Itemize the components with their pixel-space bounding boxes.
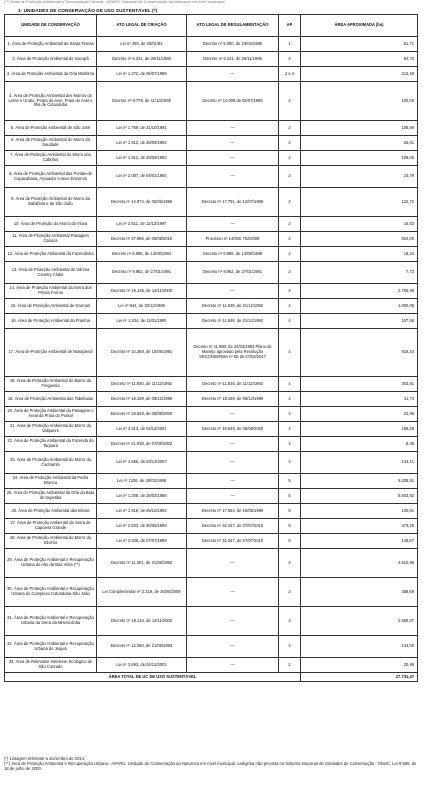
ap-cell: 2: [279, 217, 301, 232]
table-row: [5, 392, 418, 407]
ap-cell: 2: [279, 232, 301, 247]
area-cell: 363,91: [301, 377, 418, 392]
regulation-act-cell: Decreto nº 14.009 de 05/07/1995: [187, 82, 279, 121]
footnotes: [4, 756, 419, 771]
table-row: [5, 284, 418, 299]
regulation-act-cell: —: [187, 549, 279, 578]
regulation-act-cell: —: [187, 607, 279, 636]
area-cell: 100,91: [301, 504, 418, 519]
table-row: [5, 247, 418, 262]
ap-cell: 2: [279, 136, 301, 151]
table-row: [5, 232, 418, 247]
unit-name-cell: 2. Área de Proteção Ambiental de Sacopã: [5, 52, 97, 67]
unit-name-cell: 13. Área de Proteção Ambiental do Várzea Country Clube: [5, 262, 97, 284]
creation-act-cell: Lei nº 2.087, de 04/01/1994: [97, 166, 187, 188]
table-row: [5, 82, 418, 121]
unit-name-cell: 10. Área de Proteção do Morro da Viúva: [5, 217, 97, 232]
area-cell: 3.510,95: [301, 549, 418, 578]
area-cell: 148,67: [301, 534, 418, 549]
table-row: [5, 217, 418, 232]
ap-cell: 1: [279, 37, 301, 52]
creation-act-cell: Lei nº 1.769, de 31/10/1991: [97, 121, 187, 136]
total-area-value: 27.731,47: [301, 673, 418, 682]
unit-name-cell: 5. Área de Proteção Ambiental de São José: [5, 121, 97, 136]
regulation-act-cell: Decreto nº 6.231, de 26/11/1986: [187, 52, 279, 67]
unit-name-cell: 25. Área de Proteção Ambiental da Orla da Baía de Sepetiba: [5, 489, 97, 504]
ap-cell: 2: [279, 151, 301, 166]
unit-name-cell: 24. Área de Proteção Ambiental da Pedra Branca: [5, 474, 97, 489]
table-row: [5, 121, 418, 136]
ap-cell: 5: [279, 489, 301, 504]
unit-name-cell: 15. Área de Proteção Ambiental de Grumari: [5, 299, 97, 314]
area-cell: 8.503,82: [301, 489, 418, 504]
area-cell: 108,05: [301, 151, 418, 166]
creation-act-cell: Decreto nº 19.145, de 14/11/2000: [97, 284, 187, 299]
ap-cell: 4: [279, 407, 301, 422]
ap-cell: 4: [279, 329, 301, 377]
regulation-act-cell: —: [187, 284, 279, 299]
unit-name-cell: 28. Área de Proteção Ambiental do Morro do Silvério: [5, 534, 97, 549]
unit-name-cell: 7. Área de Proteção Ambiental do Morro dos Cabritos: [5, 151, 97, 166]
column-header-area: ÁREA APROXIMADA (ha): [301, 15, 418, 37]
creation-act-cell: Decreto nº 18.849, de 08/09/2000: [97, 407, 187, 422]
regulation-act-cell: Decreto nº 5.050, de 23/04/1985: [187, 37, 279, 52]
area-cell: 159,28: [301, 422, 418, 437]
regulation-act-cell: Decreto nº 11.830, de 11/12/1992: [187, 377, 279, 392]
creation-act-cell: Decreto nº 6.231, de 26/11/1986: [97, 52, 187, 67]
area-cell: 918,34: [301, 329, 418, 377]
unit-name-cell: 27. Área de Proteção Ambiental da Serra de Capoeira Grande: [5, 519, 97, 534]
area-cell: 2.705,99: [301, 284, 418, 299]
area-cell: 388,69: [301, 578, 418, 607]
ap-cell: 5: [279, 474, 301, 489]
regulation-act-cell: Decreto nº 6.886, de 14/08/1985: [187, 247, 279, 262]
table-header-row: [5, 15, 418, 37]
table-row: [5, 407, 418, 422]
area-cell: 24,79: [301, 166, 418, 188]
area-cell: 304,00: [301, 232, 418, 247]
area-cell: 20,99: [301, 658, 418, 673]
regulation-act-cell: Decreto nº 32.347, de 07/07/2010: [187, 519, 279, 534]
area-cell: 143,50: [301, 636, 418, 658]
area-cell: 7,73: [301, 262, 418, 284]
area-cell: 18,24: [301, 247, 418, 262]
creation-act-cell: Decreto nº 10.368, de 15/08/1991: [97, 329, 187, 377]
ap-cell: 4: [279, 422, 301, 437]
area-cell: 108,89: [301, 121, 418, 136]
creation-act-cell: Lei nº 1.918, de 05/10/1992: [97, 504, 187, 519]
table-row: [5, 314, 418, 329]
area-cell: 22,95: [301, 407, 418, 422]
table-row: [5, 377, 418, 392]
column-header-creation: ATO LEGAL DE CRIAÇÃO: [97, 15, 187, 37]
table-row: [5, 52, 418, 67]
creation-act-cell: Lei nº 1206, de 28/03/1988: [97, 474, 187, 489]
unit-name-cell: 20. Área de Proteção Ambiental da Paisagem e Areal da Praia do Pontal: [5, 407, 97, 422]
table-row: [5, 166, 418, 188]
area-cell: 51,71: [301, 37, 418, 52]
ap-cell: 2: [279, 262, 301, 284]
area-cell: 41,73: [301, 392, 418, 407]
creation-act-cell: Lei nº 1.272, de 06/07/1988: [97, 67, 187, 82]
unit-name-cell: 6. Área de Proteção Ambiental do Morro da Saudade: [5, 136, 97, 151]
creation-act-cell: Lei nº 2.836, de 07/07/1999: [97, 534, 187, 549]
area-cell: 1.000,05: [301, 299, 418, 314]
regulation-act-cell: Decreto nº 32.347, de 07/07/2010: [187, 534, 279, 549]
area-cell: 213,48: [301, 67, 418, 82]
unit-name-cell: 17. Área de Proteção Ambiental de Marapendi: [5, 329, 97, 377]
regulation-act-cell: —: [187, 658, 279, 673]
ap-cell: 2: [279, 549, 301, 578]
unit-name-cell: 3. Área de Proteção Ambiental da Orla Marítima: [5, 67, 97, 82]
ap-cell: 2: [279, 166, 301, 188]
regulation-act-cell: Decreto nº 11.849, de 21/12/1992: [187, 314, 279, 329]
creation-act-cell: Lei nº 1.534, de 11/01/1990: [97, 314, 187, 329]
regulation-act-cell: —: [187, 452, 279, 474]
ap-cell: 4: [279, 437, 301, 452]
creation-act-cell: Lei nº 3.693, de 04/12/2003: [97, 658, 187, 673]
creation-act-cell: Lei Complementar nº 2.319, de 28/05/2009: [97, 578, 187, 607]
regulation-act-cell: Decreto nº 11.849, de 21/12/1992: [187, 299, 279, 314]
regulation-act-cell: —: [187, 151, 279, 166]
creation-act-cell: Lei nº 495, de 28/01/84: [97, 37, 187, 52]
unit-name-cell: 12. Área de Proteção Ambiental da Fazendinha: [5, 247, 97, 262]
ap-cell: 2: [279, 658, 301, 673]
total-row: [5, 673, 418, 682]
unit-name-cell: 26. Área de Proteção Ambiental das Brisas: [5, 504, 97, 519]
table-row: [5, 607, 418, 636]
unit-name-cell: 30. Área de Proteção Ambiental e Recuperação Urbana do Complexo Cotunduba-São João: [5, 578, 97, 607]
regulation-act-cell: Decreto nº 18.549, de 08/08/2000: [187, 422, 279, 437]
ap-cell: 2: [279, 121, 301, 136]
ap-cell: 5: [279, 504, 301, 519]
regulation-act-cell: Decreto nº 9.952, de 27/01/1991: [187, 262, 279, 284]
column-header-regulation: ATO LEGAL DE REGULAMENTAÇÃO: [187, 15, 279, 37]
unit-name-cell: 1. Área de Proteção Ambiental de Santa Teresa: [5, 37, 97, 52]
table-row: [5, 534, 418, 549]
regulation-act-cell: Decreto nº 17.554, de 18/05/1999: [187, 504, 279, 519]
table-row: [5, 422, 418, 437]
creation-act-cell: Decreto nº 11.830, de 11/12/1992: [97, 377, 187, 392]
regulation-act-cell: —: [187, 636, 279, 658]
regulation-act-cell: —: [187, 437, 279, 452]
table-row: [5, 37, 418, 52]
footnote-2: (**) Área de Proteção Ambiental e Recuperação Urbana - APARU: Unidade de Conservação da Natureza em nível municipal, categoria não prevista no Sistema Nacional de Unidades de Conservação - SNUC, Lei 9.985, de 18 de julho de 2000.: [4, 761, 417, 772]
table-row: [5, 578, 418, 607]
creation-act-cell: Decreto nº 14.874, de 05/06/1996: [97, 188, 187, 217]
ap-cell: 4: [279, 392, 301, 407]
creation-act-cell: Decreto nº 9.952, de 27/01/1991: [97, 262, 187, 284]
regulation-act-cell: —: [187, 121, 279, 136]
ap-cell: 4: [279, 377, 301, 392]
regulation-act-cell: Decreto nº 18.199, de 08/12/1999: [187, 392, 279, 407]
regulation-act-cell: —: [187, 407, 279, 422]
unit-name-cell: 18. Área de Proteção Ambiental do Bairro da Freguesia: [5, 377, 97, 392]
regulation-act-cell: —: [187, 474, 279, 489]
area-cell: 122,72: [301, 188, 418, 217]
unit-name-cell: 21. Área de Proteção Ambiental do Morro do Valqueire: [5, 422, 97, 437]
unit-name-cell: 11. Área de Proteção Ambiental Paisagem Carioca: [5, 232, 97, 247]
ap-cell: 2 e 4: [279, 67, 301, 82]
table-row: [5, 452, 418, 474]
creation-act-cell: Decreto nº 9.779, de 11/10/1990: [97, 82, 187, 121]
creation-act-cell: Lei nº 944, de 30/12/1986: [97, 299, 187, 314]
unit-name-cell: 22. Área de Proteção Ambiental da Fazenda da Taquara: [5, 437, 97, 452]
unit-name-cell: 4. Área de Proteção Ambiental dos Morros do Leme e Urubu, Pedra do Anel, Praia do Anel e Ilha de Cotunduba: [5, 82, 97, 121]
unit-name-cell: 8. Área de Proteção Ambiental das Pontas de Copacabana, Arpoador e seus Entornos: [5, 166, 97, 188]
creation-act-cell: Decreto nº 37.996, de 05/09/2016: [97, 232, 187, 247]
regulation-act-cell: —: [187, 67, 279, 82]
ap-cell: 2: [279, 188, 301, 217]
table-row: [5, 67, 418, 82]
table-row: [5, 136, 418, 151]
table-row: [5, 519, 418, 534]
creation-act-cell: Lei nº 2.611, de 12/12/1997: [97, 217, 187, 232]
unit-name-cell: 16. Área de Proteção Ambiental da Prainha: [5, 314, 97, 329]
table-row: [5, 188, 418, 217]
unit-name-cell: 31. Área de Proteção Ambiental e Recuperação Urbana da Serra da Misericórdia: [5, 607, 97, 636]
regulation-act-cell: —: [187, 489, 279, 504]
table-row: [5, 489, 418, 504]
footnote-1: (*) Listagem referente a dezembro de 2014.: [4, 756, 86, 761]
creation-act-cell: Lei nº 4.556, de 03/12/2007: [97, 452, 187, 474]
creation-act-cell: Decreto nº 18.199, de 08/12/1999: [97, 392, 187, 407]
ap-cell: 5: [279, 519, 301, 534]
regulation-act-cell: —: [187, 217, 279, 232]
ap-cell: 5: [279, 534, 301, 549]
unit-name-cell: 14. Área de Proteção Ambiental da Serra dos Pretos Forros: [5, 284, 97, 299]
ap-cell: 2: [279, 247, 301, 262]
table-row: [5, 474, 418, 489]
area-cell: 473,29: [301, 519, 418, 534]
regulation-act-cell: Decreto nº 11.990, de 24/03/1993 Plano de Manejo aprovado pela Resolução SECONSERMA nº 85 de 27/04/2017: [187, 329, 279, 377]
area-cell: 16,53: [301, 217, 418, 232]
table-row: [5, 299, 418, 314]
table-row: [5, 636, 418, 658]
area-cell: 143,41: [301, 452, 418, 474]
creation-act-cell: Lei nº 1.912, de 28/09/1992: [97, 151, 187, 166]
table-row: [5, 329, 418, 377]
ap-cell: 4: [279, 314, 301, 329]
area-cell: 157,58: [301, 314, 418, 329]
creation-act-cell: Decreto nº 6.886, de 14/08/1984: [97, 247, 187, 262]
area-cell: 2.569,57: [301, 607, 418, 636]
unit-name-cell: 19. Área de Proteção Ambiental das Tabebuias: [5, 392, 97, 407]
ap-cell: 2: [279, 82, 301, 121]
column-header-unit: UNIDADE DE CONSERVAÇÃO: [5, 15, 97, 37]
regulation-act-cell: Processo nº 14/000.752/2009: [187, 232, 279, 247]
creation-act-cell: Lei nº 3.313, de 04/12/2001: [97, 422, 187, 437]
area-cell: 25,01: [301, 136, 418, 151]
ap-cell: 4: [279, 452, 301, 474]
creation-act-cell: Decreto nº 21.538, de 07/06/2002: [97, 437, 187, 452]
unit-name-cell: 29. Área de Proteção Ambiental e Recuperação Urbana do Alto da Boa Vista (**): [5, 549, 97, 578]
creation-act-cell: Decreto nº 19.144, de 14/11/2000: [97, 607, 187, 636]
creation-act-cell: Decreto nº 12.250, de 21/08/1993: [97, 636, 187, 658]
creation-act-cell: Lei nº 1.208, de 28/03/1988: [97, 489, 187, 504]
table-row: [5, 437, 418, 452]
creation-act-cell: Decreto nº 11.301, de 21/08/1992: [97, 549, 187, 578]
unit-name-cell: 9. Área de Proteção Ambiental do Morro da Babilônia e de São João: [5, 188, 97, 217]
section-heading: 1- UNIDADES DE CONSERVAÇÃO DE USO SUSTENTÁVEL (*): [18, 8, 158, 13]
area-cell: 94,72: [301, 52, 418, 67]
ap-cell: 4: [279, 636, 301, 658]
ap-cell: 3: [279, 284, 301, 299]
ap-cell: 3: [279, 607, 301, 636]
regulation-act-cell: —: [187, 166, 279, 188]
table-row: [5, 504, 418, 519]
ap-cell: 4: [279, 299, 301, 314]
conservation-units-table: [4, 14, 418, 682]
column-header-ap: AP: [279, 15, 301, 37]
table-row: [5, 658, 418, 673]
unit-name-cell: 32. Área de Proteção Ambiental e Recuperação Urbana do Jequiá: [5, 636, 97, 658]
area-cell: 5.338,51: [301, 474, 418, 489]
total-label: ÁREA TOTAL DE UC DE USO SUSTENTÁVEL: [5, 673, 301, 682]
regulation-act-cell: —: [187, 578, 279, 607]
ap-cell: 2: [279, 578, 301, 607]
table-row: [5, 151, 418, 166]
ap-cell: 2: [279, 52, 301, 67]
table-row: [5, 549, 418, 578]
creation-act-cell: Lei nº 1.912, de 28/09/1992: [97, 136, 187, 151]
creation-act-cell: Lei nº 2.833, de 30/06/1999: [97, 519, 187, 534]
unit-name-cell: 33. Área de Relevante Interesse Ecológico de São Conrado: [5, 658, 97, 673]
area-cell: 8,45: [301, 437, 418, 452]
table-row: [5, 262, 418, 284]
regulation-act-cell: Decreto nº 17.791, de 12/07/1999: [187, 188, 279, 217]
unit-name-cell: 23. Área de Proteção Ambiental do Morro do Cachambi: [5, 452, 97, 474]
regulation-act-cell: —: [187, 136, 279, 151]
area-cell: 100,00: [301, 82, 418, 121]
truncated-top-line: (**) Área de Proteção Ambiental e Recuperação Urbana - APARU. Unidade de Conservação da Natureza em nível municipal: [4, 0, 225, 4]
